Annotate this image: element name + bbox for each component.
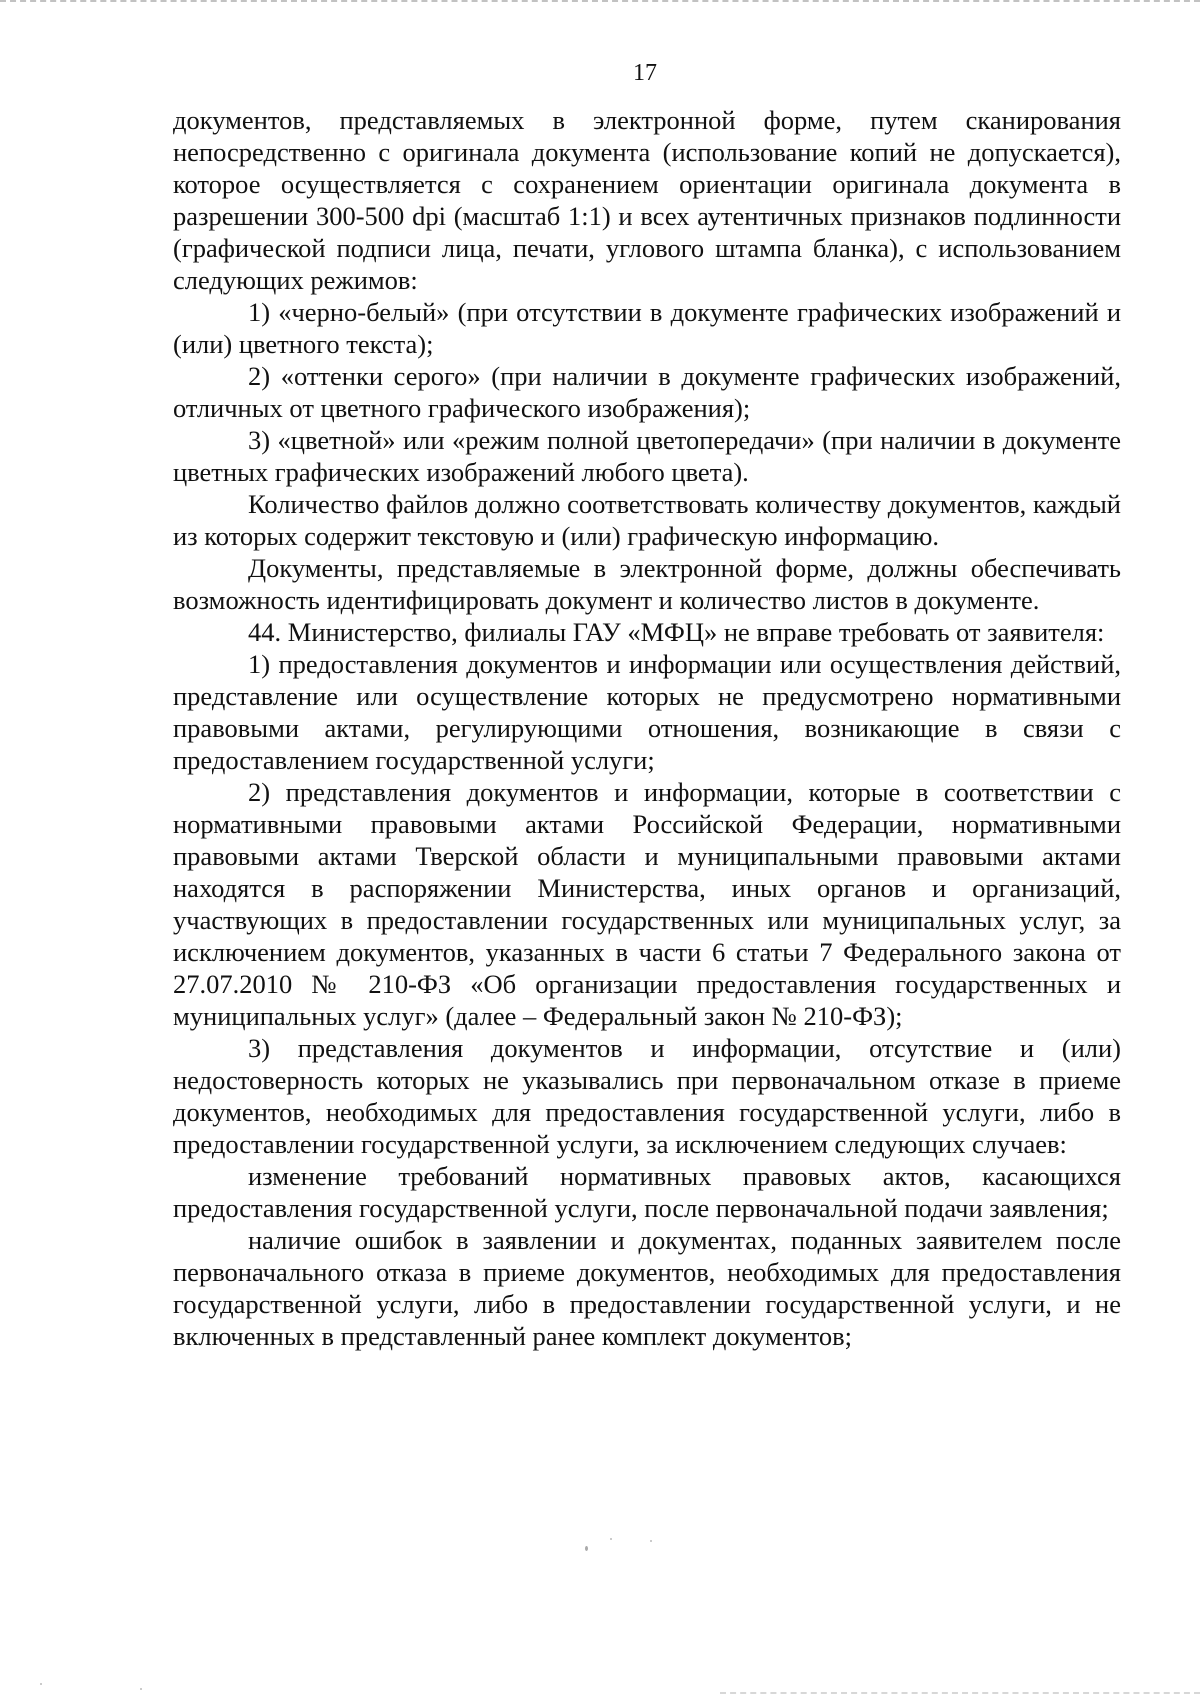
- paragraph: наличие ошибок в заявлении и документах, поданных заявителем после первоначального отказа в приеме документов, необходимых для предоставления государственной услуги, либо в предоставлении государственной услуги, и не включенных в представленный ранее комплект документов;: [173, 1225, 1121, 1351]
- scan-speck: [40, 1683, 42, 1685]
- scan-speck: [140, 1688, 142, 1690]
- scan-speck: [650, 1540, 652, 1542]
- scan-edge-top: [0, 0, 1200, 5]
- paragraph: 2) представления документов и информации, которые в соответствии с нормативными правовыми актами Российской Федерации, нормативными правовыми актами Тверской области и муниципальными правовыми актами находятся в распоряжении Министерства, иных органов и организаций, участвующих в предоставлении государственных или муниципальных услуг, за исключением документов, указанных в части 6 статьи 7 Федерального закона от 27.07.2010 № 210-ФЗ «Об организации предоставления государственных и муниципальных услуг» (далее – Федеральный закон № 210-ФЗ);: [173, 777, 1121, 1031]
- document-body: [173, 104, 1121, 1352]
- scan-edge-bottom: [720, 1692, 1200, 1696]
- paragraph: документов, представляемых в электронной форме, путем сканирования непосредственно с оригинала документа (использование копий не допускается), которое осуществляется с сохранением ориентации оригинала документа в разрешении 300-500 dpi (масштаб 1:1) и всех аутентичных признаков подлинности (графической подписи лица, печати, углового штампа бланка), с использованием следующих режимов:: [173, 105, 1121, 295]
- scan-speck: [610, 1538, 612, 1540]
- paragraph: Документы, представляемые в электронной форме, должны обеспечивать возможность идентифицировать документ и количество листов в документе.: [173, 553, 1121, 615]
- page-number: 17: [633, 60, 657, 86]
- paragraph: 1) «черно-белый» (при отсутствии в документе графических изображений и (или) цветного текста);: [173, 297, 1121, 359]
- paragraph: 3) представления документов и информации, отсутствие и (или) недостоверность которых не указывались при первоначальном отказе в приеме документов, необходимых для предоставления государственной услуги, либо в предоставлении государственной услуги, за исключением следующих случаев:: [173, 1033, 1121, 1159]
- paragraph: 1) предоставления документов и информации или осуществления действий, представление или осуществление которых не предусмотрено нормативными правовыми актами, регулирующими отношения, возникающие в связи с предоставлением государственной услуги;: [173, 649, 1121, 775]
- paragraph: 2) «оттенки серого» (при наличии в документе графических изображений, отличных от цветного графического изображения);: [173, 361, 1121, 423]
- paragraph: Количество файлов должно соответствовать количеству документов, каждый из которых содержит текстовую и (или) графическую информацию.: [173, 489, 1121, 551]
- scan-speck: [585, 1546, 588, 1551]
- paragraph: 3) «цветной» или «режим полной цветопередачи» (при наличии в документе цветных графических изображений любого цвета).: [173, 425, 1121, 487]
- paragraph: 44. Министерство, филиалы ГАУ «МФЦ» не вправе требовать от заявителя:: [248, 617, 1105, 647]
- paragraph: изменение требований нормативных правовых актов, касающихся предоставления государственной услуги, после первоначальной подачи заявления;: [173, 1161, 1121, 1223]
